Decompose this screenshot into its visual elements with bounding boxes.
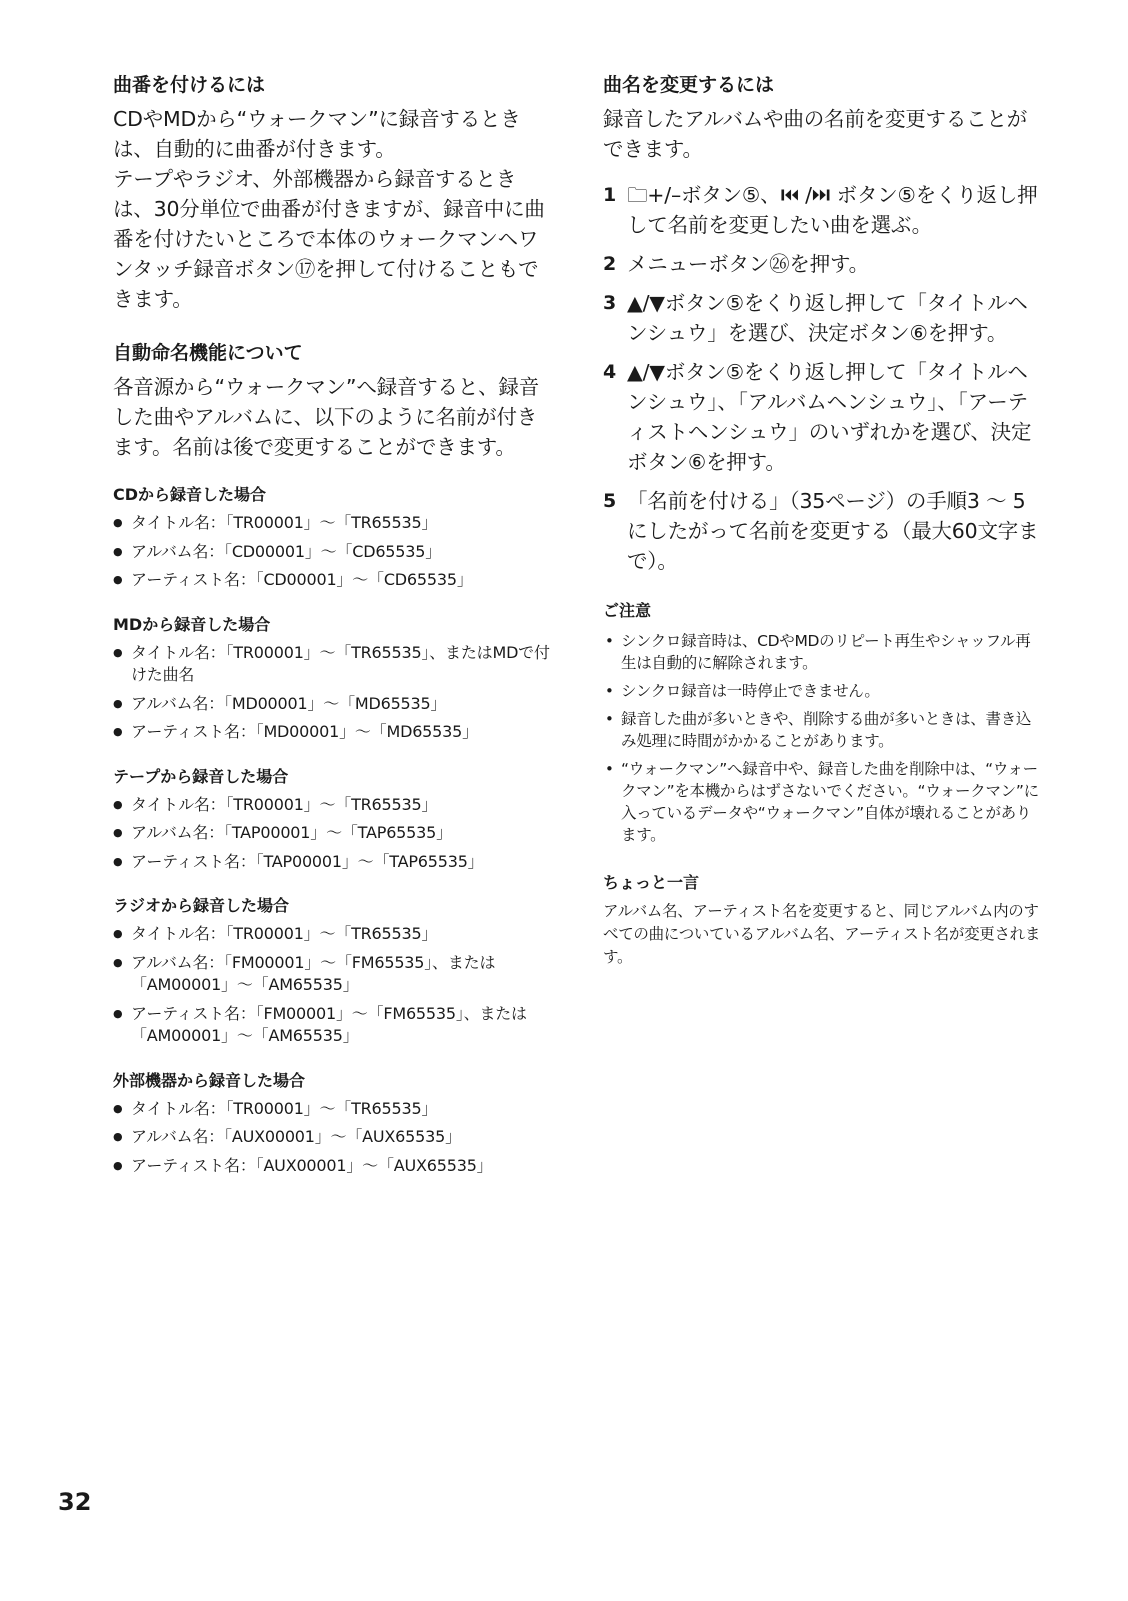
page-number: 32 (58, 1488, 92, 1516)
group-radio (113, 895, 553, 1048)
right-column (603, 72, 1043, 969)
step-number: 2 (603, 253, 617, 275)
step-text: ▲/▼ボタン⑤をくり返し押して「タイトルヘンシュウ」、「アルバムヘンシュウ」、「アーティストヘンシュウ」のいずれかを選び、決定ボタン⑥を押す。 (627, 360, 1032, 474)
notes-list (603, 630, 1043, 846)
paragraph-rename-intro: 録音したアルバムや曲の名前を変更することができます。 (603, 107, 1028, 161)
step-text: メニューボタン㉖を押す。 (627, 252, 869, 276)
section-heading-auto-naming: 自動命名機能について (113, 342, 303, 364)
note-item: • シンクロ録音時は、CDやMDのリピート再生やシャッフル再生は自動的に解除されます。 (603, 630, 1043, 674)
list-item: ● アーティスト名：「MD00001」～「MD65535」 (113, 721, 553, 744)
group-title: MDから録音した場合 (113, 614, 271, 634)
step-number: 4 (603, 361, 617, 383)
list-item: ● アルバム名：「TAP00001」～「TAP65535」 (113, 822, 553, 845)
step-item (603, 288, 1043, 348)
list-item: ● アルバム名：「CD00001」～「CD65535」 (113, 541, 553, 564)
note-item: • 録音した曲が多いときや、削除する曲が多いときは、書き込み処理に時間がかかることがあります。 (603, 708, 1043, 752)
left-column (113, 72, 553, 1183)
step-text: 🗀+/–ボタン⑤、⏮ /⏭ ボタン⑤をくり返し押して名前を変更したい曲を選ぶ。 (627, 183, 1038, 237)
note-item: • シンクロ録音は一時停止できません。 (603, 680, 1043, 702)
step-text: ▲/▼ボタン⑤をくり返し押して「タイトルヘンシュウ」を選び、決定ボタン⑥を押す。 (627, 291, 1028, 345)
list-item: ● アーティスト名：「CD00001」～「CD65535」 (113, 569, 553, 592)
group-cd (113, 484, 553, 592)
step-item (603, 486, 1043, 576)
group-tape (113, 766, 553, 874)
list-item: ● タイトル名：「TR00001」～「TR65535」 (113, 923, 553, 946)
list-item: ● タイトル名：「TR00001」～「TR65535」、またはMDで付けた曲名 (113, 642, 553, 687)
steps-list (603, 180, 1043, 576)
notes-title: ご注意 (603, 601, 652, 620)
paragraph-tape-radio: テープやラジオ、外部機器から録音するときは、30分単位で曲番が付きますが、録音中に曲番を付けたいところで本体のウォークマンヘワンタッチ録音ボタン⑰を押して付けることもできます。 (113, 167, 545, 311)
list-item: ● アルバム名：「MD00001」～「MD65535」 (113, 693, 553, 716)
step-item (603, 180, 1043, 240)
tip-title: ちょっと一言 (603, 873, 700, 892)
step-item (603, 357, 1043, 477)
group-title: ラジオから録音した場合 (113, 896, 290, 915)
list-item: ● アーティスト名：「AUX00001」～「AUX65535」 (113, 1155, 553, 1178)
list-item: ● アルバム名：「FM00001」～「FM65535」、または「AM00001」～「AM65535」 (113, 952, 553, 997)
group-external (113, 1070, 553, 1178)
tip-text: アルバム名、アーティスト名を変更すると、同じアルバム内のすべての曲についているアルバム名、アーティスト名が変更されます。 (603, 902, 1041, 966)
group-md (113, 614, 553, 744)
paragraph-cd-md: CDやMDから“ウォークマン”に録音するときは、自動的に曲番が付きます。 (113, 107, 521, 161)
step-number: 5 (603, 490, 617, 512)
list-item: ● タイトル名：「TR00001」～「TR65535」 (113, 794, 553, 817)
section-heading-track-number: 曲番を付けるには (113, 74, 266, 96)
note-item: • “ウォークマン”へ録音中や、録音した曲を削除中は、“ウォークマン”を本機からはずさないでください。“ウォークマン”に入っているデータや“ウォークマン”自体が壊れることがあります。 (603, 758, 1043, 846)
group-title: テープから録音した場合 (113, 766, 289, 786)
step-text: 「名前を付ける」（35ページ）の手順3 ～ 5にしたがって名前を変更する（最大60文字まで）。 (627, 489, 1039, 573)
step-number: 1 (603, 184, 617, 206)
group-title: 外部機器から録音した場合 (113, 1070, 306, 1090)
step-number: 3 (603, 292, 617, 314)
section-heading-rename: 曲名を変更するには (603, 74, 775, 96)
list-item: ● アーティスト名：「FM00001」～「FM65535」、または「AM00001」～「AM65535」 (113, 1003, 553, 1048)
group-title: CDから録音した場合 (113, 485, 267, 504)
step-item (603, 249, 1043, 279)
list-item: ● タイトル名：「TR00001」～「TR65535」 (113, 1098, 553, 1121)
paragraph-auto-naming: 各音源から“ウォークマン”へ録音すると、録音した曲やアルバムに、以下のように名前が付きます。名前は後で変更することができます。 (113, 375, 540, 459)
list-item: ● アルバム名：「AUX00001」～「AUX65535」 (113, 1126, 553, 1149)
list-item: ● アーティスト名：「TAP00001」～「TAP65535」 (113, 851, 553, 874)
list-item: ● タイトル名：「TR00001」～「TR65535」 (113, 512, 553, 535)
